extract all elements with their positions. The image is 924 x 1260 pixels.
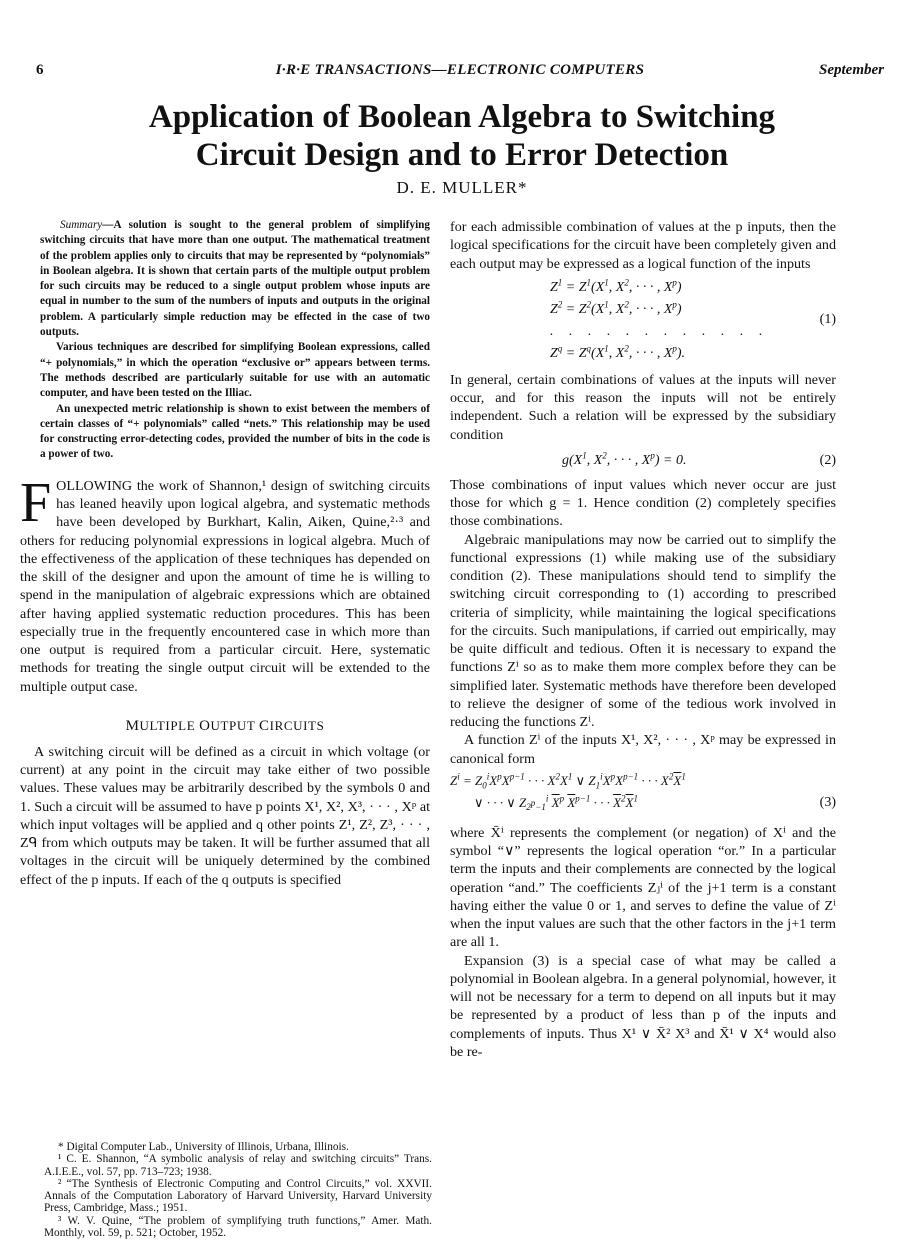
abstract-paragraph-3: An unexpected metric relationship is shown to exist between the members of certain classes of “+ polynomials” called “nets.” This relationship may be used for constructing error-detecting codes, provided the number of bits in the code is a power of two. [40,402,430,461]
equation-3-number: (3) [819,794,836,810]
paper-title [40,98,884,174]
issue-month: September [819,62,884,78]
running-header [36,62,884,84]
equation-1-number: (1) [819,311,836,327]
left-column [20,218,430,889]
equation-2-number: (2) [819,452,836,468]
drop-cap: F [20,471,52,534]
right-paragraph-4: Algebraic manipulations may now be carried out to simplify the functional expressions (1) while making use of the subsidiary condition (2). These manipulations should tend to simplify the switching circuit corresponding to (1) according to prescribed criteria of simplicity, while maintaining the logical specifications for the circuits. Such manipulations, if carried out empirically, may be quite difficult and tedious. Often it is necessary to expand the functions Zⁱ so as to make them more complex before they can be simplified later. Systematic methods have therefore been developed to relieve the designer of some of the tedious work involved in reducing the functions Zⁱ. [450,531,836,730]
section-paragraph-1: A switching circuit will be defined as a circuit in which voltage (or current) at any point in the circuit may take either of two possible values. These values may be arbitrarily described by the symbols 0 and 1. Such a circuit will be assumed to have p points X¹, X², X³, · · · , Xᵖ at which input voltages will be applied and q other points Z¹, Z², Z³, · · · , Zᑫ from which outputs may be taken. It will be further assumed that all voltages in the circuit will be uniquely determined by the combined effect of the p inputs. If each of the q outputs is specified [20,743,430,888]
right-paragraph-1: for each admissible combination of values at the p inputs, then the logical specifications for the circuit have been completely given and each output may be expressed as a logical function of the inputs [450,219,836,272]
abstract-label: Summary [60,219,103,231]
intro-paragraph: FOLLOWING the work of Shannon,¹ design of switching circuits has leaned heavily upon logical algebra, and systematic methods have been developed by Burkhart, Kalin, Aiken, Quine,²·³ and others for reducing polynomial expressions in logical algebra. Much of the effectiveness of the application of these techniques has depended on the skill of the designer and upon the amount of time he is willing to spend in the manipulation of algebraic expressions which are obtained after having applied systematic reduction procedures. This has been especially true in the frequently encountered case in which more than one output is required from a particular circuit. Here, systematic methods for treating the single output circuit will be extended to the multiple output case. [20,471,430,695]
title-line-1: Application of Boolean Algebra to Switching [148,99,776,135]
footnote-affiliation: * Digital Computer Lab., University of Illinois, Urbana, Illinois. [58,1141,349,1153]
author: D. E. MULLER* [396,178,528,197]
abstract [20,218,430,463]
footnotes [44,1141,432,1239]
right-paragraph-7: Expansion (3) is a special case of what may be called a polynomial in Boolean algebra. In a general polynomial, however, it will not be necessary for a term to depend on all inputs but it may be represented by a product of less than p of the inputs and complements of inputs. Thus X¹ ∨ X̄² X³ and X̄¹ ∨ X⁴ would also be re- [450,952,836,1060]
abstract-paragraph-2: Various techniques are described for simplifying Boolean expressions, called “+ polynomials,” in which the operation “exclusive or” appears between terms. The methods described are particularly suitable for use with an automatic computer, and have been tested on the Illiac. [40,341,430,400]
equation-2: $g(X^1$, $X^2$, · · · , $X^p) = 0$. (2) [450,448,836,476]
equation-3: $Z^i = Z_0^iX^pX^{p-1}$ · · · $X^2X^1$ ∨ $Z_1^iX^pX^{p-1}$ · · · $X^2\overline{X}^1$ ∨ · · · ∨ $Z_{2^p-1}^i$ $\overline{X}^p$ $\overline{X}^{p-1}$ · · · $\overline{X}^2\overline{X}^1$ (3) [450,771,836,813]
section-heading: MULTIPLE OUTPUT CIRCUITS [125,717,325,734]
section-body [20,743,430,889]
footnote-3: ³ W. V. Quine, “The problem of symplifying truth functions,” Amer. Math. Monthly, vol. 59, p. 521; October, 1952. [44,1214,432,1240]
right-paragraph-6: where X̄ⁱ represents the complement (or negation) of Xⁱ and the symbol “∨” represents the logical operation “or.” In a particular term the inputs and their complements are connected by the logical operation “and.” The coefficients Zⱼⁱ of the j+1 term is a constant having either the value 0 or 1, and serves to define the value of Zⁱ when the input values are such that the other factors in the j+1 term are all 1. [450,824,836,951]
title-line-2: Circuit Design and to Error Detection [195,137,729,173]
equation-1: $Z^1 = Z^1(X^1$, $X^2$, · · · , $X^p$) $Z^2 = Z^2(X^1$, $X^2$, · · · , $X^p$) . . . . . . . . . . . . $Z^q = Z^q(X^1$, $X^2$, · · · , $X^p$). (1) [550,277,836,361]
introduction [20,471,430,696]
footnote-1: ¹ C. E. Shannon, “A symbolic analysis of relay and switching circuits” Trans. A.I.E.E., vol. 57, pp. 713–723; 1938. [44,1153,432,1178]
right-paragraph-3: Those combinations of input values which never occur are just those for which g = 1. Hence condition (2) completely specifies those combinations. [450,476,836,530]
right-paragraph-2: In general, certain combinations of values at the inputs will never occur, and for this reason the inputs will not be entirely independent. Such a relation will be expressed by the subsidiary condition [450,371,836,443]
abstract-paragraph-1: Summary—A solution is sought to the general problem of simplifying switching circuits that have more than one output. The mathematical treatment of the problem applies only to circuits that may be represented by “polynomials” in Boolean algebra. It is shown that certain parts of the multiple output problem for such circuits may be reduced to a single output problem whose inputs are equal in number to the sum of the numbers of inputs and outputs in the original problem. A particularly simple reduction may be effected in the case of two outputs. [40,219,430,339]
right-column [450,218,836,1061]
page-number: 6 [36,62,44,78]
right-paragraph-5: A function Zⁱ of the inputs X¹, X², · · · , Xᵖ may be expressed in canonical form [450,732,836,767]
footnote-2: ² “The Synthesis of Electronic Computing and Control Circuits,” vol. XXVII. Annals of the Computation Laboratory of Harvard University, Harvard University Press, Cambridge, Mass.; 1951. [44,1177,432,1215]
journal-title: I·R·E TRANSACTIONS—ELECTRONIC COMPUTERS [275,62,645,78]
